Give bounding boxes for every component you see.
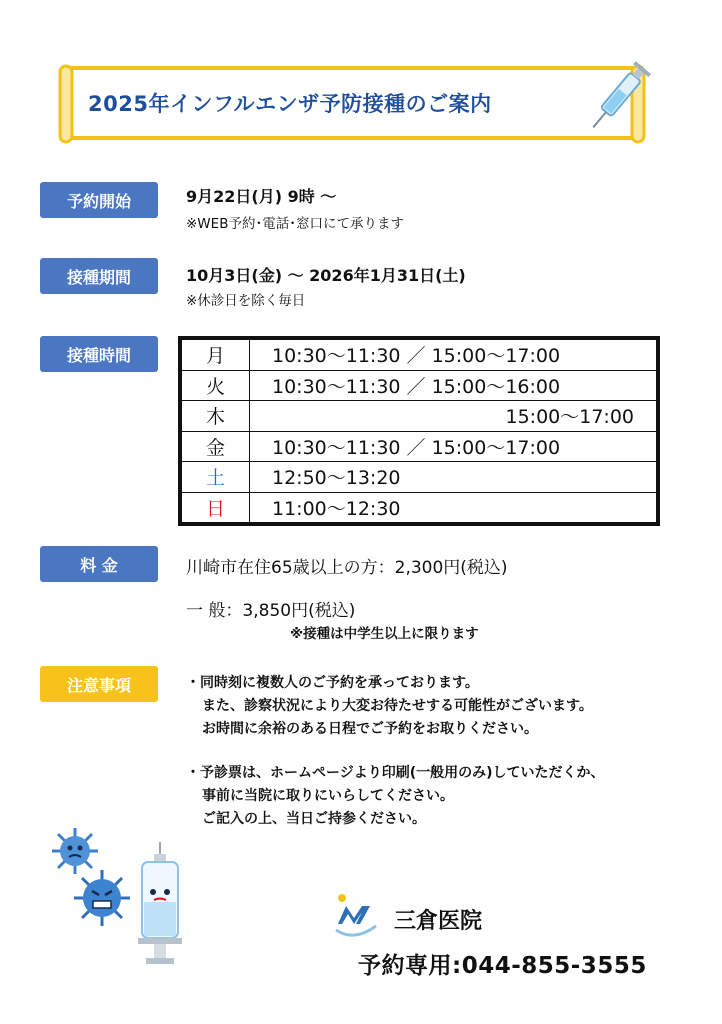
day-cell-saturday: 土 (182, 462, 250, 493)
notice-line: お時間に余裕のある日程でご予約をお取りください。 (202, 721, 538, 737)
hours-table (178, 336, 660, 526)
time-cell: 10:30～11:30 ／ 15:00～17:00 (250, 431, 657, 462)
vaccination-period: 10月3日(金) ～ 2026年1月31日(土) (186, 266, 466, 285)
clinic-logo-icon (330, 892, 382, 942)
label-vaccination-period: 接種期間 (40, 258, 158, 294)
table-row (182, 370, 657, 401)
day-cell: 金 (182, 431, 250, 462)
reservation-method-note: ※WEB予約･電話･窓口にて承ります (186, 216, 404, 232)
table-row (182, 492, 657, 523)
period-note: ※休診日を除く毎日 (186, 293, 306, 309)
reservation-phone: 予約専用:044-855-3555 (358, 953, 647, 979)
syringe-character-icon (128, 842, 192, 968)
label-reservation-start: 予約開始 (40, 182, 158, 218)
notice-line: 事前に当院に取りにいらしてください。 (202, 788, 454, 804)
clinic-name: 三倉医院 (394, 909, 483, 934)
page-title: 2025年インフルエンザ予防接種のご案内 (88, 92, 492, 116)
label-vaccination-hours: 接種時間 (40, 336, 158, 372)
table-row (182, 431, 657, 462)
fee-note: ※接種は中学生以上に限ります (290, 626, 479, 642)
time-cell: 10:30～11:30 ／ 15:00～16:00 (250, 370, 657, 401)
time-cell: 11:00～12:30 (250, 492, 657, 523)
notice-line: ・同時刻に複数人のご予約を承っております。 (186, 675, 479, 691)
time-cell: 12:50～13:20 (250, 462, 657, 493)
day-cell: 木 (182, 401, 250, 432)
table-row (182, 401, 657, 432)
reservation-start-date: 9月22日(月) 9時 ～ (186, 187, 337, 206)
day-cell-sunday: 日 (182, 492, 250, 523)
table-row (182, 340, 657, 371)
table-row (182, 462, 657, 493)
syringe-icon (582, 58, 652, 140)
fee-general: 一 般：3,850円(税込) (186, 601, 356, 621)
time-cell: 15:00～17:00 (250, 401, 657, 432)
notice-line: ご記入の上、当日ご持参ください。 (202, 811, 426, 827)
time-cell: 10:30～11:30 ／ 15:00～17:00 (250, 340, 657, 371)
notice-item-1 (186, 672, 593, 741)
notice-line: また、診察状況により大変お待たせする可能性がございます。 (202, 698, 593, 714)
title-banner (58, 62, 646, 148)
fee-senior: 川崎市在住65歳以上の方：2,300円(税込) (186, 558, 508, 578)
notice-line: ・予診票は、ホームページより印刷(一般用のみ)していただくか、 (186, 765, 605, 781)
virus-icon (72, 868, 132, 928)
label-fee: 料 金 (40, 546, 158, 582)
day-cell: 火 (182, 370, 250, 401)
day-cell: 月 (182, 340, 250, 371)
label-notice: 注意事項 (40, 666, 158, 702)
notice-item-2 (186, 762, 605, 831)
